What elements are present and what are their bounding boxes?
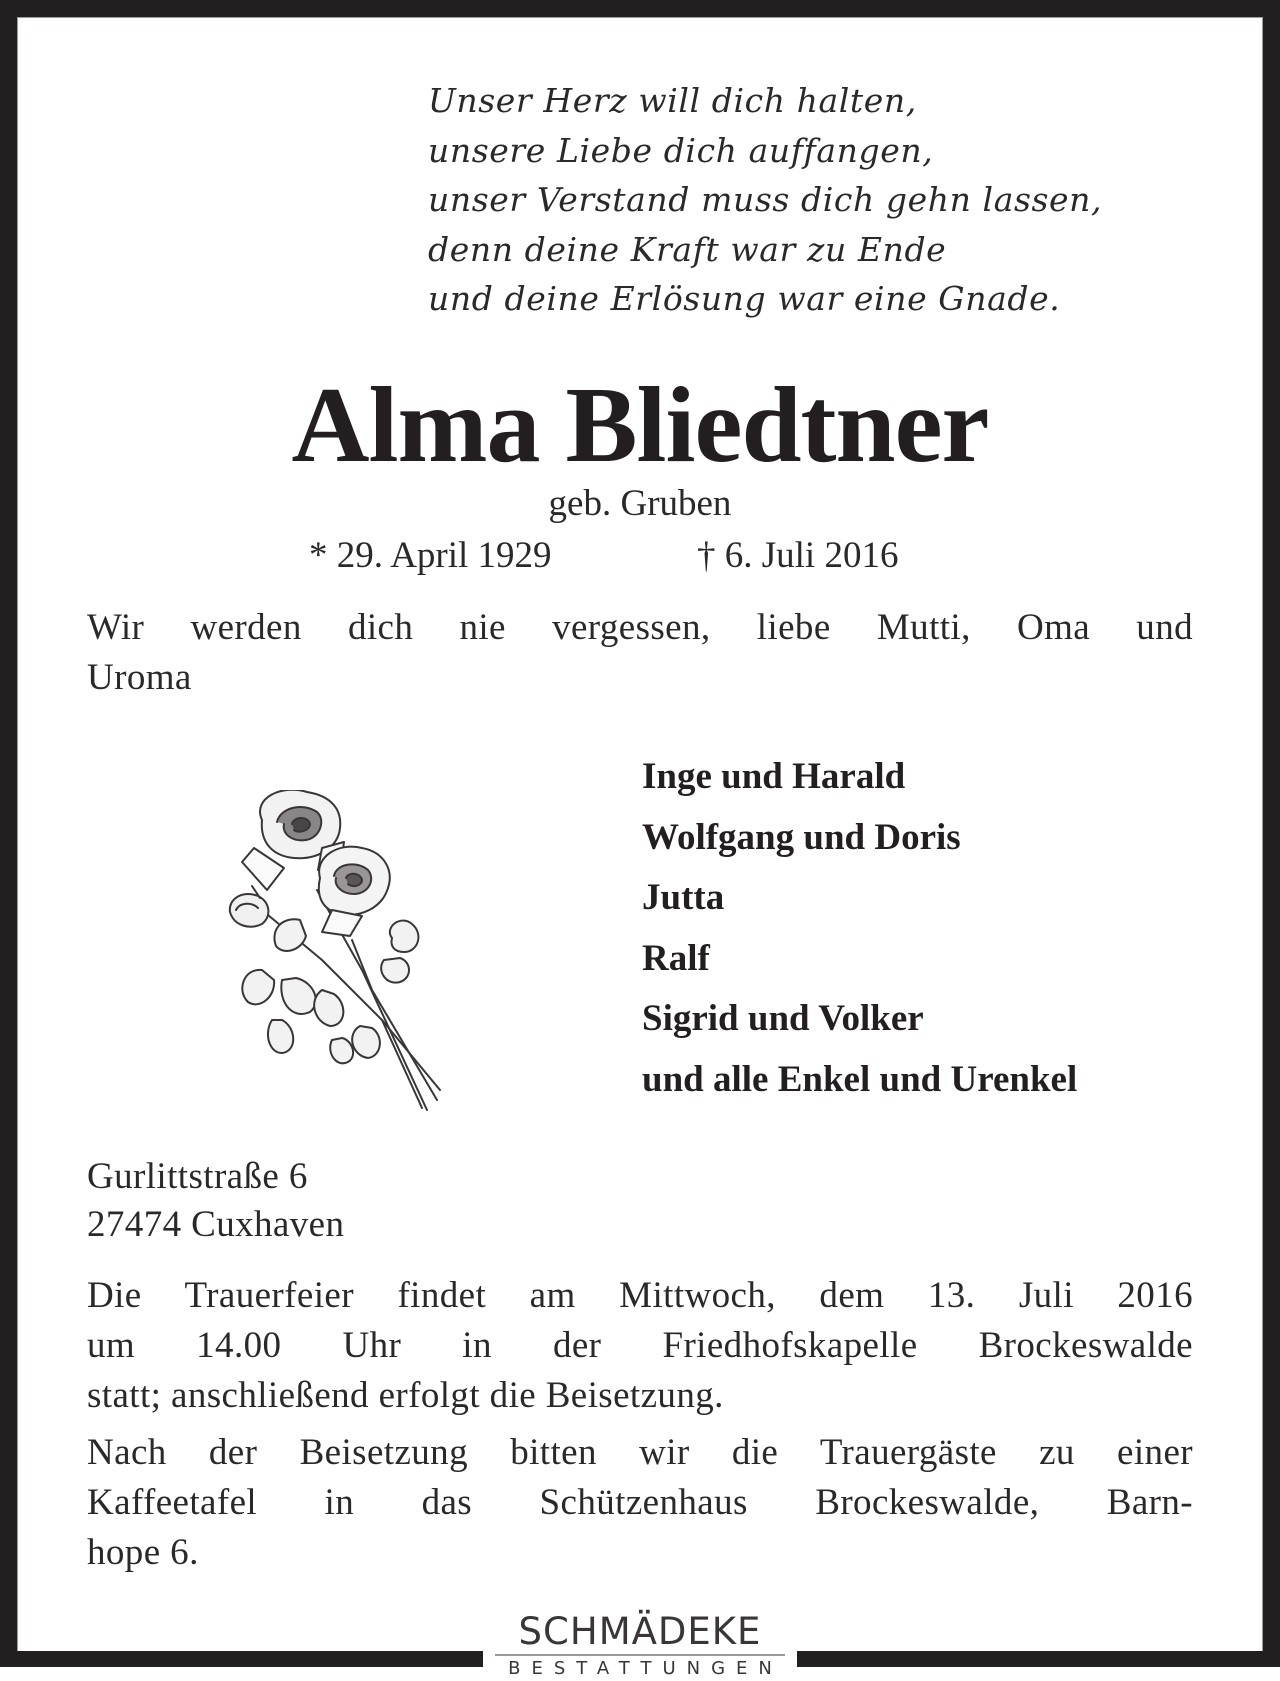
- mourner-entry: Inge und Harald: [642, 756, 906, 797]
- rose-bouquet-icon: [222, 790, 462, 1120]
- mourner-entry: Sigrid und Volker: [642, 998, 924, 1039]
- death-date: † 6. Juli 2016: [697, 535, 899, 576]
- poem-line: unser Verstand muss dich gehn lassen,: [428, 180, 1103, 219]
- poem-line: unsere Liebe dich auffangen,: [428, 130, 934, 170]
- reception-line: Kaffeetafel in das Schützenhaus Brockeswalde, Barn-: [87, 1482, 1193, 1523]
- poem: [428, 76, 1102, 324]
- funeral-home-logo: [483, 1612, 797, 1681]
- service-line: statt; anschließend erfolgt die Beisetzung.: [87, 1375, 724, 1416]
- address: [87, 1153, 1193, 1249]
- reception-line: hope 6.: [87, 1532, 199, 1573]
- service-info: [87, 1271, 1193, 1421]
- frame-border-bottom-left: [0, 1651, 483, 1667]
- mourner-entry: Ralf: [642, 937, 710, 979]
- funeral-home-subtitle: BESTATTUNGEN: [508, 1658, 783, 1679]
- mourner-entry: Jutta: [642, 877, 725, 918]
- logo-divider: [495, 1654, 785, 1656]
- mourners-list: [642, 747, 1077, 1110]
- reception-line: Nach der Beisetzung bitten wir die Trauergäste zu einer: [87, 1432, 1193, 1473]
- deceased-name: Alma Bliedtner: [291, 366, 989, 485]
- farewell-line: Uroma: [87, 657, 192, 698]
- mourner-entry: Wolfgang und Doris: [642, 816, 961, 858]
- reception-info: [87, 1428, 1193, 1578]
- funeral-home-name: SCHMÄDEKE: [518, 1610, 762, 1653]
- poem-line: Unser Herz will dich halten,: [428, 81, 917, 120]
- frame-border-top: [0, 0, 1280, 17]
- frame-border-left: [0, 0, 17, 1667]
- farewell-line: Wir werden dich nie vergessen, liebe Mutti, Oma und: [87, 607, 1193, 648]
- birth-date: * 29. April 1929: [309, 535, 552, 576]
- frame-border-right: [1263, 0, 1280, 1667]
- address-city: 27474 Cuxhaven: [87, 1204, 345, 1245]
- service-line: Die Trauerfeier findet am Mittwoch, dem 13. Juli 2016: [87, 1275, 1193, 1316]
- maiden-name: geb. Gruben: [548, 483, 732, 524]
- mourner-entry: und alle Enkel und Urenkel: [642, 1058, 1078, 1100]
- address-street: Gurlittstraße 6: [87, 1156, 308, 1197]
- farewell-text: [87, 603, 1193, 703]
- service-line: um 14.00 Uhr in der Friedhofskapelle Brockeswalde: [87, 1325, 1193, 1366]
- frame-border-bottom-right: [797, 1651, 1280, 1667]
- poem-line: und deine Erlösung war eine Gnade.: [428, 279, 1061, 318]
- poem-line: denn deine Kraft war zu Ende: [428, 229, 947, 269]
